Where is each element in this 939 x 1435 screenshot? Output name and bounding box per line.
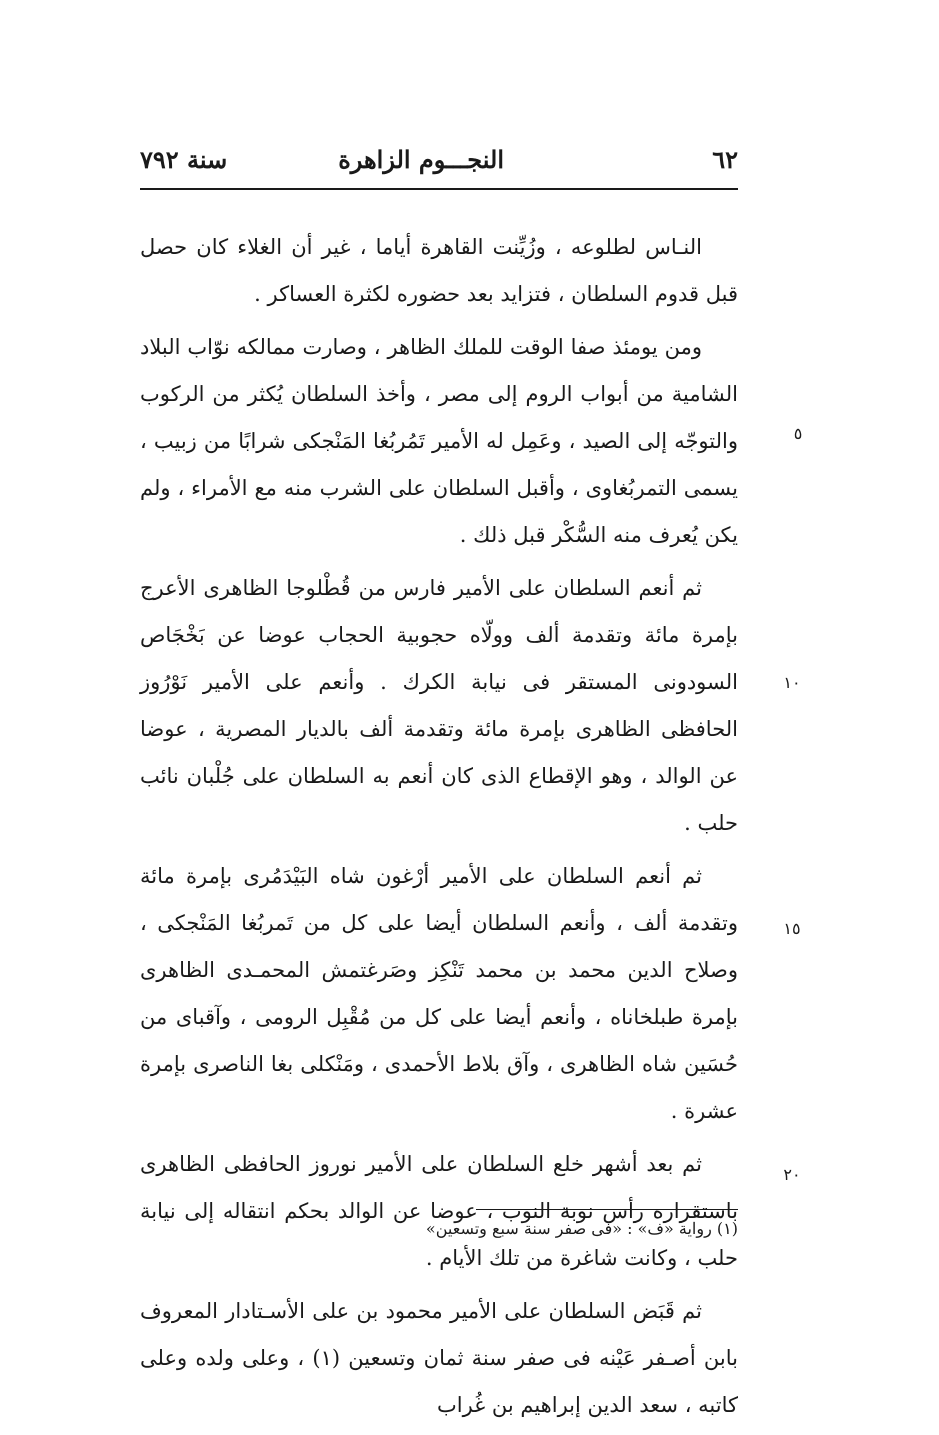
running-header	[140, 142, 738, 182]
header-rule	[140, 188, 738, 190]
book-title: النجـــوم الزاهرة	[338, 145, 504, 174]
footnote: (١) رواية «ف» : «فى صفر سنة سبع وتسعين»	[425, 1219, 738, 1238]
line-number: ٥	[793, 424, 803, 443]
paragraph: ثم قَبَض السلطان على الأمير محمود بن على الأسـتادار المعروف بابن أصـفر عَيْنه فى صفر سنة ثمان وتسعين (١) ، وعلى ولده وعلى كاتبه ، سعد الدين إبراهيم بن غُراب	[140, 1299, 738, 1417]
paragraph: ومن يومئذ صفا الوقت للملك الظاهر ، وصارت ممالكه نوّاب البلاد الشامية من أبواب الروم إلى مصر ، وأخذ السلطان يُكثر من الركوب والتوجّه إلى الصيد ، وعَمِل له الأمير تَمُربُغا المَنْجكى شرابًا من زبيب ، يسمى التمربُغاوى ، وأقبل السلطان على الشرب منه مع الأمراء ، ولم يكن يُعرف منه السُّكْر قبل ذلك .	[140, 335, 738, 547]
paragraph: النـاس لطلوعه ، وزُيِّنت القاهرة أياما ، غير أن الغلاء كان حصل قبل قدوم السلطان ، فتزايد بعد حضوره لكثرة العساكر .	[140, 235, 738, 306]
main-text	[140, 224, 738, 1435]
footnote-rule	[476, 1209, 738, 1210]
paragraph: ثم بعد أشهر خلع السلطان على الأمير نوروز الحافظى الظاهرى باستقراره رأس نوبة النوب ، عوضا عن الوالد بحكم انتقاله إلى نيابة حلب ، وكانت شاغرة من تلك الأيام .	[140, 1152, 738, 1270]
line-number: ١٠	[783, 673, 801, 692]
line-number: ١٥	[783, 919, 801, 938]
year-label: سنة ٧٩٢	[140, 145, 228, 174]
page-number: ٦٢	[712, 145, 738, 174]
line-number: ٢٠	[783, 1165, 801, 1184]
paragraph: ثم أنعم السلطان على الأمير أرْغون شاه البَيْدَمُرى بإمرة مائة وتقدمة ألف ، وأنعم السلطان أيضا على كل من تَمربُغا المَنْجكى ، وصلاح الدين محمد بن محمد تَنْكِز وصَرغتمش المحمـدى الظاهرى بإمرة طبلخاناه ، وأنعم أيضا على كل من مُقْبِل الرومى ، وآقباى من حُسَين شاه الظاهرى ، وآق بلاط الأحمدى ، ومَنْكلى بغا الناصرى بإمرة عشرة .	[140, 864, 738, 1123]
paragraph: ثم أنعم السلطان على الأمير فارس من قُطْلوجا الظاهرى الأعرج بإمرة مائة وتقدمة ألف وولّاه حجوبية الحجاب عوضا عن بَخْجَاص السودونى المستقر فى نيابة الكرك . وأنعم على الأمير نَوْرُوز الحافظى الظاهرى بإمرة مائة وتقدمة ألف بالديار المصرية ، عوضا عن الوالد ، وهو الإقطاع الذى كان أنعم به السلطان على جُلْبان نائب حلب .	[140, 576, 738, 835]
